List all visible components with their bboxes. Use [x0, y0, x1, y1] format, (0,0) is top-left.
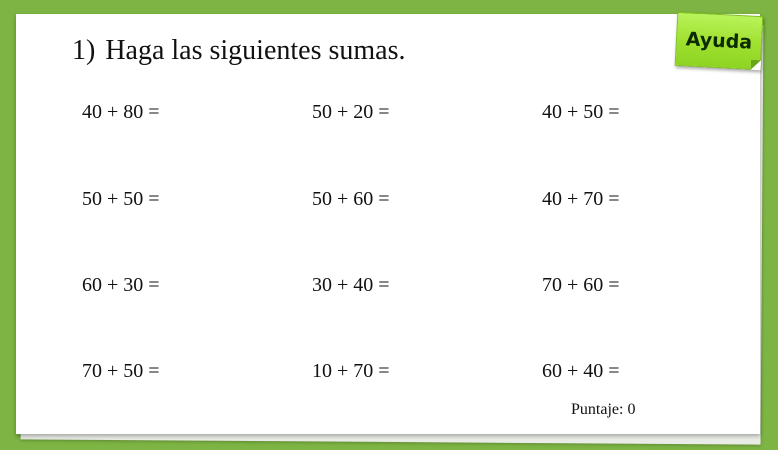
problem-r4-c3: 60 + 40 = [542, 360, 620, 382]
exercise-instruction: Haga las siguientes sumas. [105, 35, 406, 66]
problem-r3-c1: 60 + 30 = [82, 274, 160, 296]
problem-r1-c2: 50 + 20 = [312, 101, 390, 123]
problem-r4-c1: 70 + 50 = [82, 360, 160, 382]
problem-r4-c2: 10 + 70 = [312, 360, 390, 382]
problem-r2-c2: 50 + 60 = [312, 188, 390, 210]
problem-r3-c3: 70 + 60 = [542, 274, 620, 296]
problem-r1-c1: 40 + 80 = [82, 101, 160, 123]
page-curl-icon [751, 60, 762, 71]
exercise-title [72, 35, 406, 67]
exercise-number: 1) [72, 35, 96, 66]
help-button-label: Ayuda [685, 28, 753, 54]
score-label: Puntaje: 0 [571, 401, 636, 418]
problem-r2-c3: 40 + 70 = [542, 188, 620, 210]
problem-r3-c2: 30 + 40 = [312, 274, 390, 296]
problem-r1-c3: 40 + 50 = [542, 101, 620, 123]
problem-r2-c1: 50 + 50 = [82, 188, 160, 210]
help-button[interactable] [675, 12, 764, 70]
